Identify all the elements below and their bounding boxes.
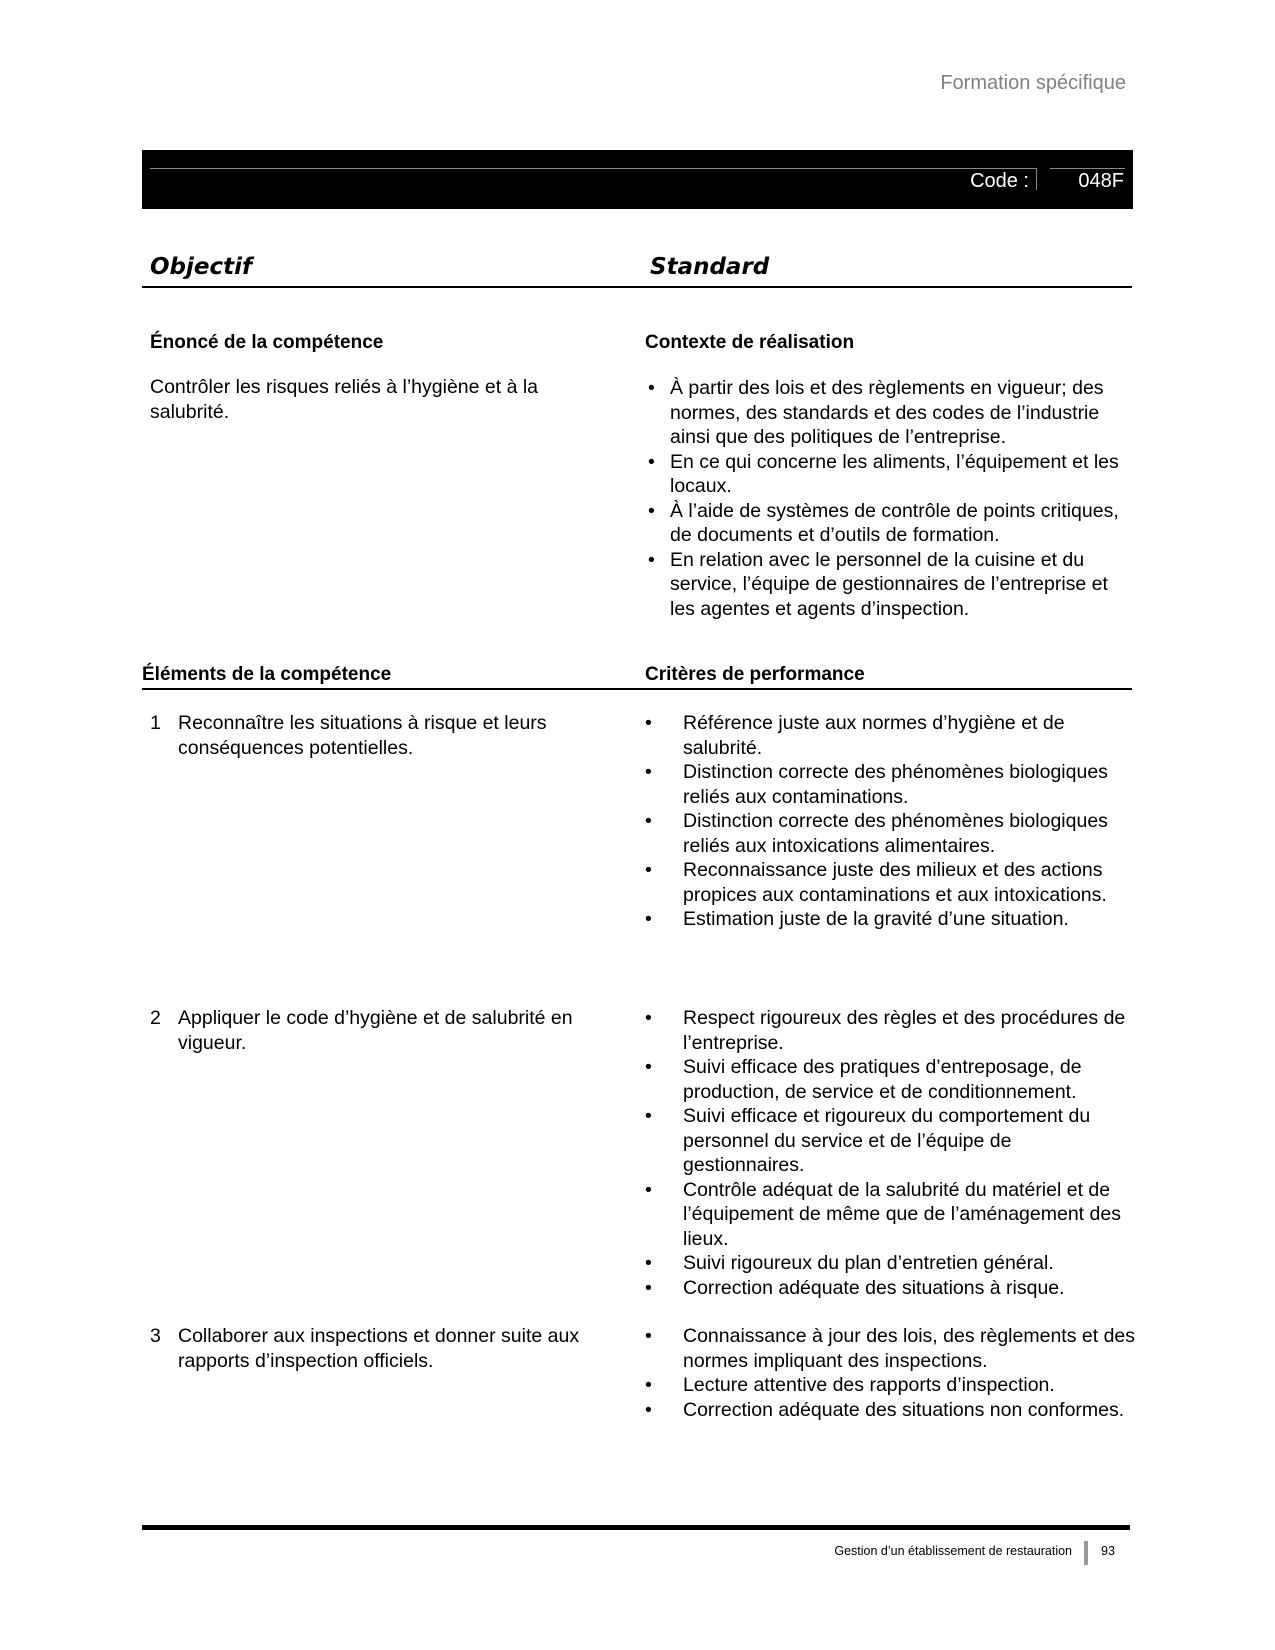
standard-heading: Standard bbox=[650, 254, 770, 280]
bullet-icon: • bbox=[645, 1374, 652, 1396]
bullet-icon: • bbox=[648, 548, 655, 571]
bullet-icon: • bbox=[645, 1276, 652, 1299]
heading-rule bbox=[142, 286, 1132, 288]
criterion-item: • Correction adéquate des situations à risque. bbox=[645, 1276, 1065, 1299]
criterion-item: • Suivi rigoureux du plan d’entretien général. bbox=[645, 1252, 1054, 1274]
bullet-icon: • bbox=[648, 450, 655, 473]
criterion-item: • Estimation juste de la gravité d’une situation. bbox=[645, 908, 1069, 930]
bullet-icon: • bbox=[645, 1056, 652, 1078]
criterion-item: • Distinction correcte des phénomènes biologiques reliés aux contaminations. bbox=[645, 761, 1108, 808]
bullet-icon: • bbox=[645, 1252, 652, 1274]
criterion-item: • Contrôle adéquat de la salubrité du matériel et de l’équipement de même que de l’aménagement des lieux. bbox=[645, 1178, 1121, 1250]
element-text: Collaborer aux inspections et donner suite aux rapports d’inspection officiels. bbox=[178, 1325, 580, 1372]
criterion-item: • Lecture attentive des rapports d’inspection. bbox=[645, 1374, 1055, 1396]
contexte-item: • En relation avec le personnel de la cuisine et du service, l’équipe de gestionnaires de l’entreprise et les agentes et agents d’inspection. bbox=[648, 548, 1108, 620]
contexte-item: • À partir des lois et des règlements en vigueur; des normes, des standards et des codes de l’industrie ainsi que des politiques de l’entreprise. bbox=[648, 377, 1104, 448]
bullet-icon: • bbox=[648, 499, 655, 522]
criterion-item: • Suivi efficace et rigoureux du comportement du personnel du service et de l’équipe de gestionnaires. bbox=[645, 1105, 1091, 1176]
bullet-icon: • bbox=[645, 1325, 652, 1347]
page-number: 93 bbox=[1101, 1544, 1115, 1558]
section-rule bbox=[142, 688, 1132, 690]
bullet-icon: • bbox=[645, 1178, 652, 1201]
objectif-heading: Objectif bbox=[150, 254, 253, 280]
contexte-item: • À l’aide de systèmes de contrôle de points critiques, de documents et d’outils de formation. bbox=[648, 499, 1119, 546]
element-1 bbox=[150, 711, 620, 760]
criterion-item: • Respect rigoureux des règles et des procédures de l’entreprise. bbox=[645, 1007, 1126, 1054]
bullet-icon: • bbox=[645, 1007, 652, 1029]
criterion-item: • Référence juste aux normes d’hygiène et de salubrité. bbox=[645, 712, 1065, 759]
element-2 bbox=[150, 1006, 620, 1055]
element-number: 1 bbox=[150, 712, 161, 734]
footer-separator bbox=[1084, 1541, 1088, 1565]
footer-title: Gestion d’un établissement de restauration bbox=[834, 1544, 1072, 1558]
contexte-heading: Contexte de réalisation bbox=[645, 332, 855, 353]
bullet-icon: • bbox=[645, 859, 652, 881]
element-text: Appliquer le code d’hygiène et de salubrité en vigueur. bbox=[178, 1007, 573, 1054]
enonce-text: Contrôler les risques reliés à l’hygiène et à la salubrité. bbox=[150, 376, 539, 423]
bullet-icon: • bbox=[648, 377, 655, 399]
criterion-item: • Connaissance à jour des lois, des règlements et des normes impliquant des inspections. bbox=[645, 1325, 1136, 1372]
criterion-item: • Reconnaissance juste des milieux et des actions propices aux contaminations et aux intoxications. bbox=[645, 859, 1107, 906]
elements-heading: Éléments de la compétence bbox=[142, 664, 392, 685]
element-3 bbox=[150, 1324, 620, 1373]
criteria-list-2 bbox=[645, 1006, 1135, 1300]
bullet-icon: • bbox=[645, 712, 652, 734]
running-head: Formation spécifique bbox=[940, 72, 1126, 94]
code-label: Code : bbox=[970, 170, 1029, 192]
footer-rule bbox=[142, 1525, 1130, 1530]
code-bar-rule bbox=[1050, 168, 1125, 169]
bullet-icon: • bbox=[645, 1105, 652, 1127]
criterion-item: • Distinction correcte des phénomènes biologiques reliés aux intoxications alimentaires. bbox=[645, 810, 1108, 857]
bullet-icon: • bbox=[645, 1398, 652, 1421]
criterion-item: • Suivi efficace des pratiques d’entreposage, de production, de service et de conditionnement. bbox=[645, 1056, 1082, 1103]
element-text: Reconnaître les situations à risque et leurs conséquences potentielles. bbox=[178, 712, 547, 759]
criterion-item: • Correction adéquate des situations non conformes. bbox=[645, 1398, 1125, 1421]
contexte-item: • En ce qui concerne les aliments, l’équipement et les locaux. bbox=[648, 450, 1119, 497]
bullet-icon: • bbox=[645, 810, 652, 832]
bullet-icon: • bbox=[645, 908, 652, 930]
code-bar bbox=[142, 150, 1133, 209]
element-number: 2 bbox=[150, 1007, 161, 1029]
code-bar-rule bbox=[150, 168, 1036, 169]
bullet-icon: • bbox=[645, 761, 652, 783]
criteria-list-3 bbox=[645, 1324, 1135, 1422]
criteria-list-1 bbox=[645, 711, 1135, 932]
code-bar-separator bbox=[1036, 168, 1037, 190]
enonce-heading: Énoncé de la compétence bbox=[150, 332, 384, 353]
element-number: 3 bbox=[150, 1325, 161, 1347]
contexte-list bbox=[648, 376, 1128, 621]
criteres-heading: Critères de performance bbox=[645, 664, 865, 685]
code-value: 048F bbox=[1078, 170, 1124, 192]
